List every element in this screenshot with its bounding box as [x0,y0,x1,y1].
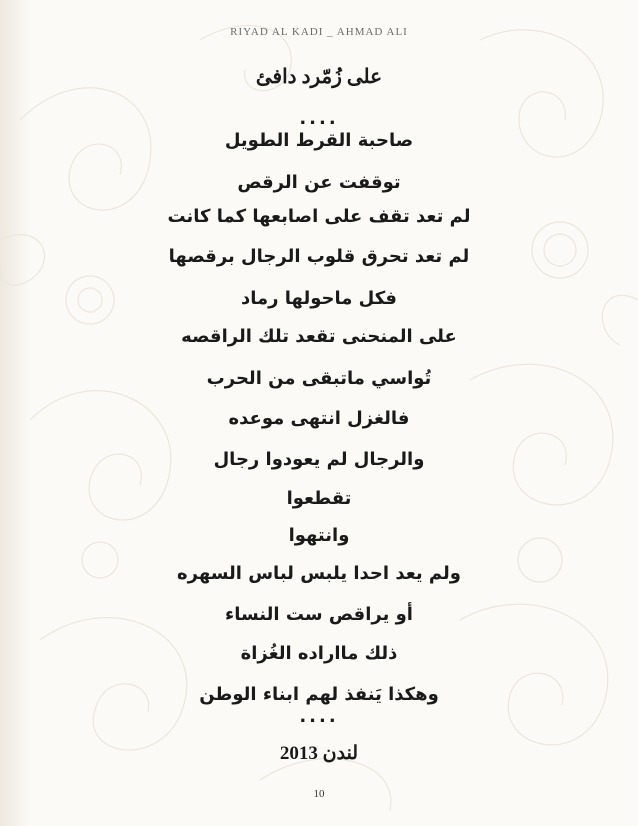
poem-line: صاحبة القرط الطويل [224,130,414,151]
poem-line: ذلك مااراده الغُزاة [240,643,398,664]
poem-line: فالغزل انتهى موعده [228,408,410,429]
poem-line: تُواسي ماتبقى من الحرب [206,368,432,389]
poem-line: ولم يعد احدا يلبس لباس السهره [177,563,461,584]
poem-line: على المنحنى تقعد تلك الراقصه [181,326,457,347]
place-date: لندن 2013 [279,743,359,764]
poem-line: وانتهوا [288,525,350,546]
poem-title: على زُمّرد دافئ [255,66,383,88]
page-number: 10 [313,788,325,800]
page-header: RIYAD AL KADI _ AHMAD ALI [230,26,408,38]
poem-line: وهكذا يَنفذ لهم ابناء الوطن [199,684,439,705]
poem-line: لم تعد تحرق قلوب الرجال برقصها [168,246,470,267]
poem-line: توقفت عن الرقص [237,172,401,193]
poem-line: تقطعوا [286,488,352,509]
poem-line: لم تعد تقف على اصابعها كما كانت [167,206,471,227]
poem-line: والرجال لم يعودوا رجال [213,449,425,470]
poem-line: أو يراقص ست النساء [225,604,413,625]
poem-line: فكل ماحولها رماد [241,288,397,309]
separator-bottom: .... [299,706,339,727]
separator-top: .... [299,108,339,129]
